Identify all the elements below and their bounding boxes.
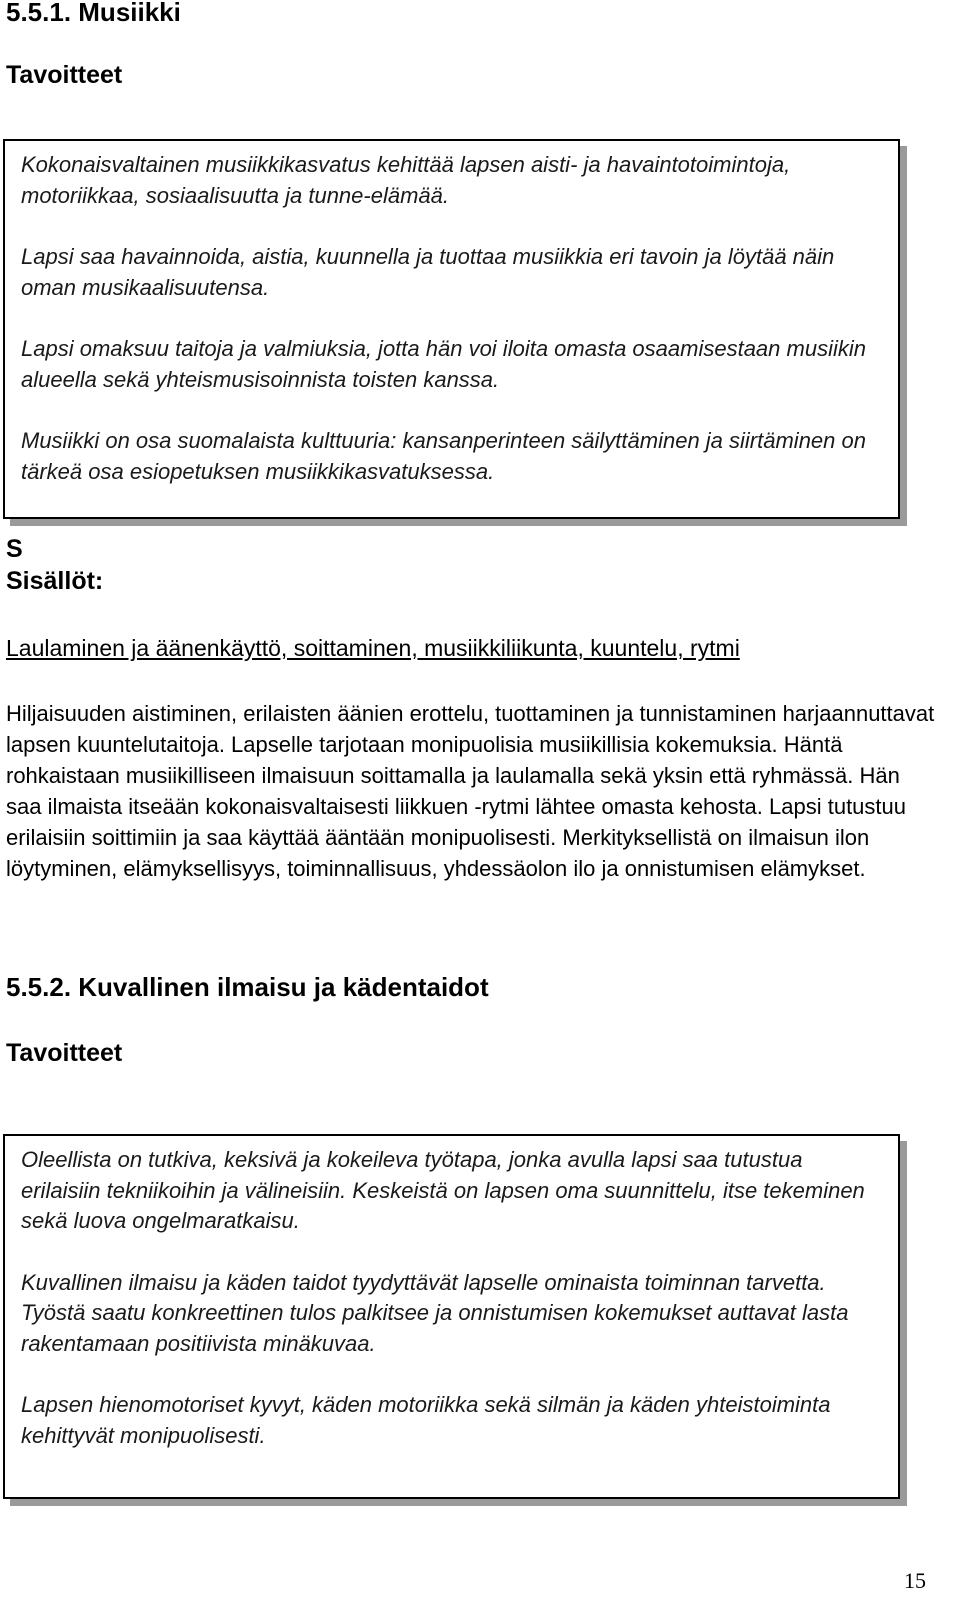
goal-paragraph: Musiikki on osa suomalaista kulttuuria: kansanperinteen säilyttäminen ja siirtäminen on tärkeä osa esiopetuksen musiikkikasvatuksessa. [21, 428, 866, 484]
body-paragraph: Hiljaisuuden aistiminen, erilaisten äänien erottelu, tuottaminen ja tunnistaminen harjaannuttavat lapsen kuuntelutaitoja. Lapselle tarjotaan monipuolisia musiikillisia kokemuksia. Häntä rohkaistaan musiikilliseen ilmaisuun soittamalla ja laulamalla sekä yksin että ryhmässä. Hän saa ilmaista itseään kokonaisvaltaisesti liikkuen -rytmi lähtee omasta kehosta. Lapsi tutustuu erilaisiin soittimiin ja saa käyttää ääntään monipuolisesti. Merkityksellistä on ilmaisun ilon löytyminen, elämyksellisyys, toiminnallisuus, yhdessäolon ilo ja onnistumisen elämykset. [6, 701, 935, 881]
goal-paragraph: Oleellista on tutkiva, keksivä ja kokeileva työtapa, jonka avulla lapsi saa tutustua erilaisiin tekniikoihin ja välineisiin. Keskeistä on lapsen oma suunnittelu, itse tekeminen sekä luova ongelmaratkaisu. [21, 1147, 865, 1233]
goals-box-musiikki [3, 139, 900, 519]
goal-paragraph: Kokonaisvaltainen musiikkikasvatus kehittää lapsen aisti- ja havaintotoimintoja, motoriikkaa, sosiaalisuutta ja tunne-elämää. [21, 152, 791, 208]
goal-paragraph: Kuvallinen ilmaisu ja käden taidot tyydyttävät lapselle ominaista toiminnan tarvetta. Työstä saatu konkreettinen tulos palkitsee ja onnistumisen kokemukset auttavat lasta rakentamaan positiivista minäkuvaa. [21, 1269, 849, 1356]
goal-paragraph: Lapsi omaksuu taitoja ja valmiuksia, jotta hän voi iloita omasta osaamisestaan musiikin alueella sekä yhteismusisoinnista toisten kanssa. [21, 336, 866, 392]
contents-heading: Sisällöt: [6, 567, 104, 595]
goal-paragraph: Lapsi saa havainnoida, aistia, kuunnella ja tuottaa musiikkia eri tavoin ja löytää näin oman musikaalisuutensa. [21, 244, 835, 300]
goals-heading-musiikki: Tavoitteet [6, 61, 123, 89]
stray-letter: S [6, 535, 23, 563]
goal-paragraph: Lapsen hienomotoriset kyvyt, käden motoriikka sekä silmän ja käden yhteistoiminta kehittyvät monipuolisesti. [21, 1392, 831, 1448]
topics-list: Laulaminen ja äänenkäyttö, soittaminen, musiikkiliikunta, kuuntelu, rytmi [6, 635, 740, 661]
page-number: 15 [904, 1568, 926, 1593]
contents-body [6, 698, 936, 884]
section-heading-kuvallinen: 5.5.2. Kuvallinen ilmaisu ja kädentaidot [6, 972, 489, 1002]
goals-box-kuvallinen [3, 1134, 900, 1499]
goals-heading-kuvallinen: Tavoitteet [6, 1039, 123, 1067]
section-heading-musiikki: 5.5.1. Musiikki [6, 0, 181, 27]
